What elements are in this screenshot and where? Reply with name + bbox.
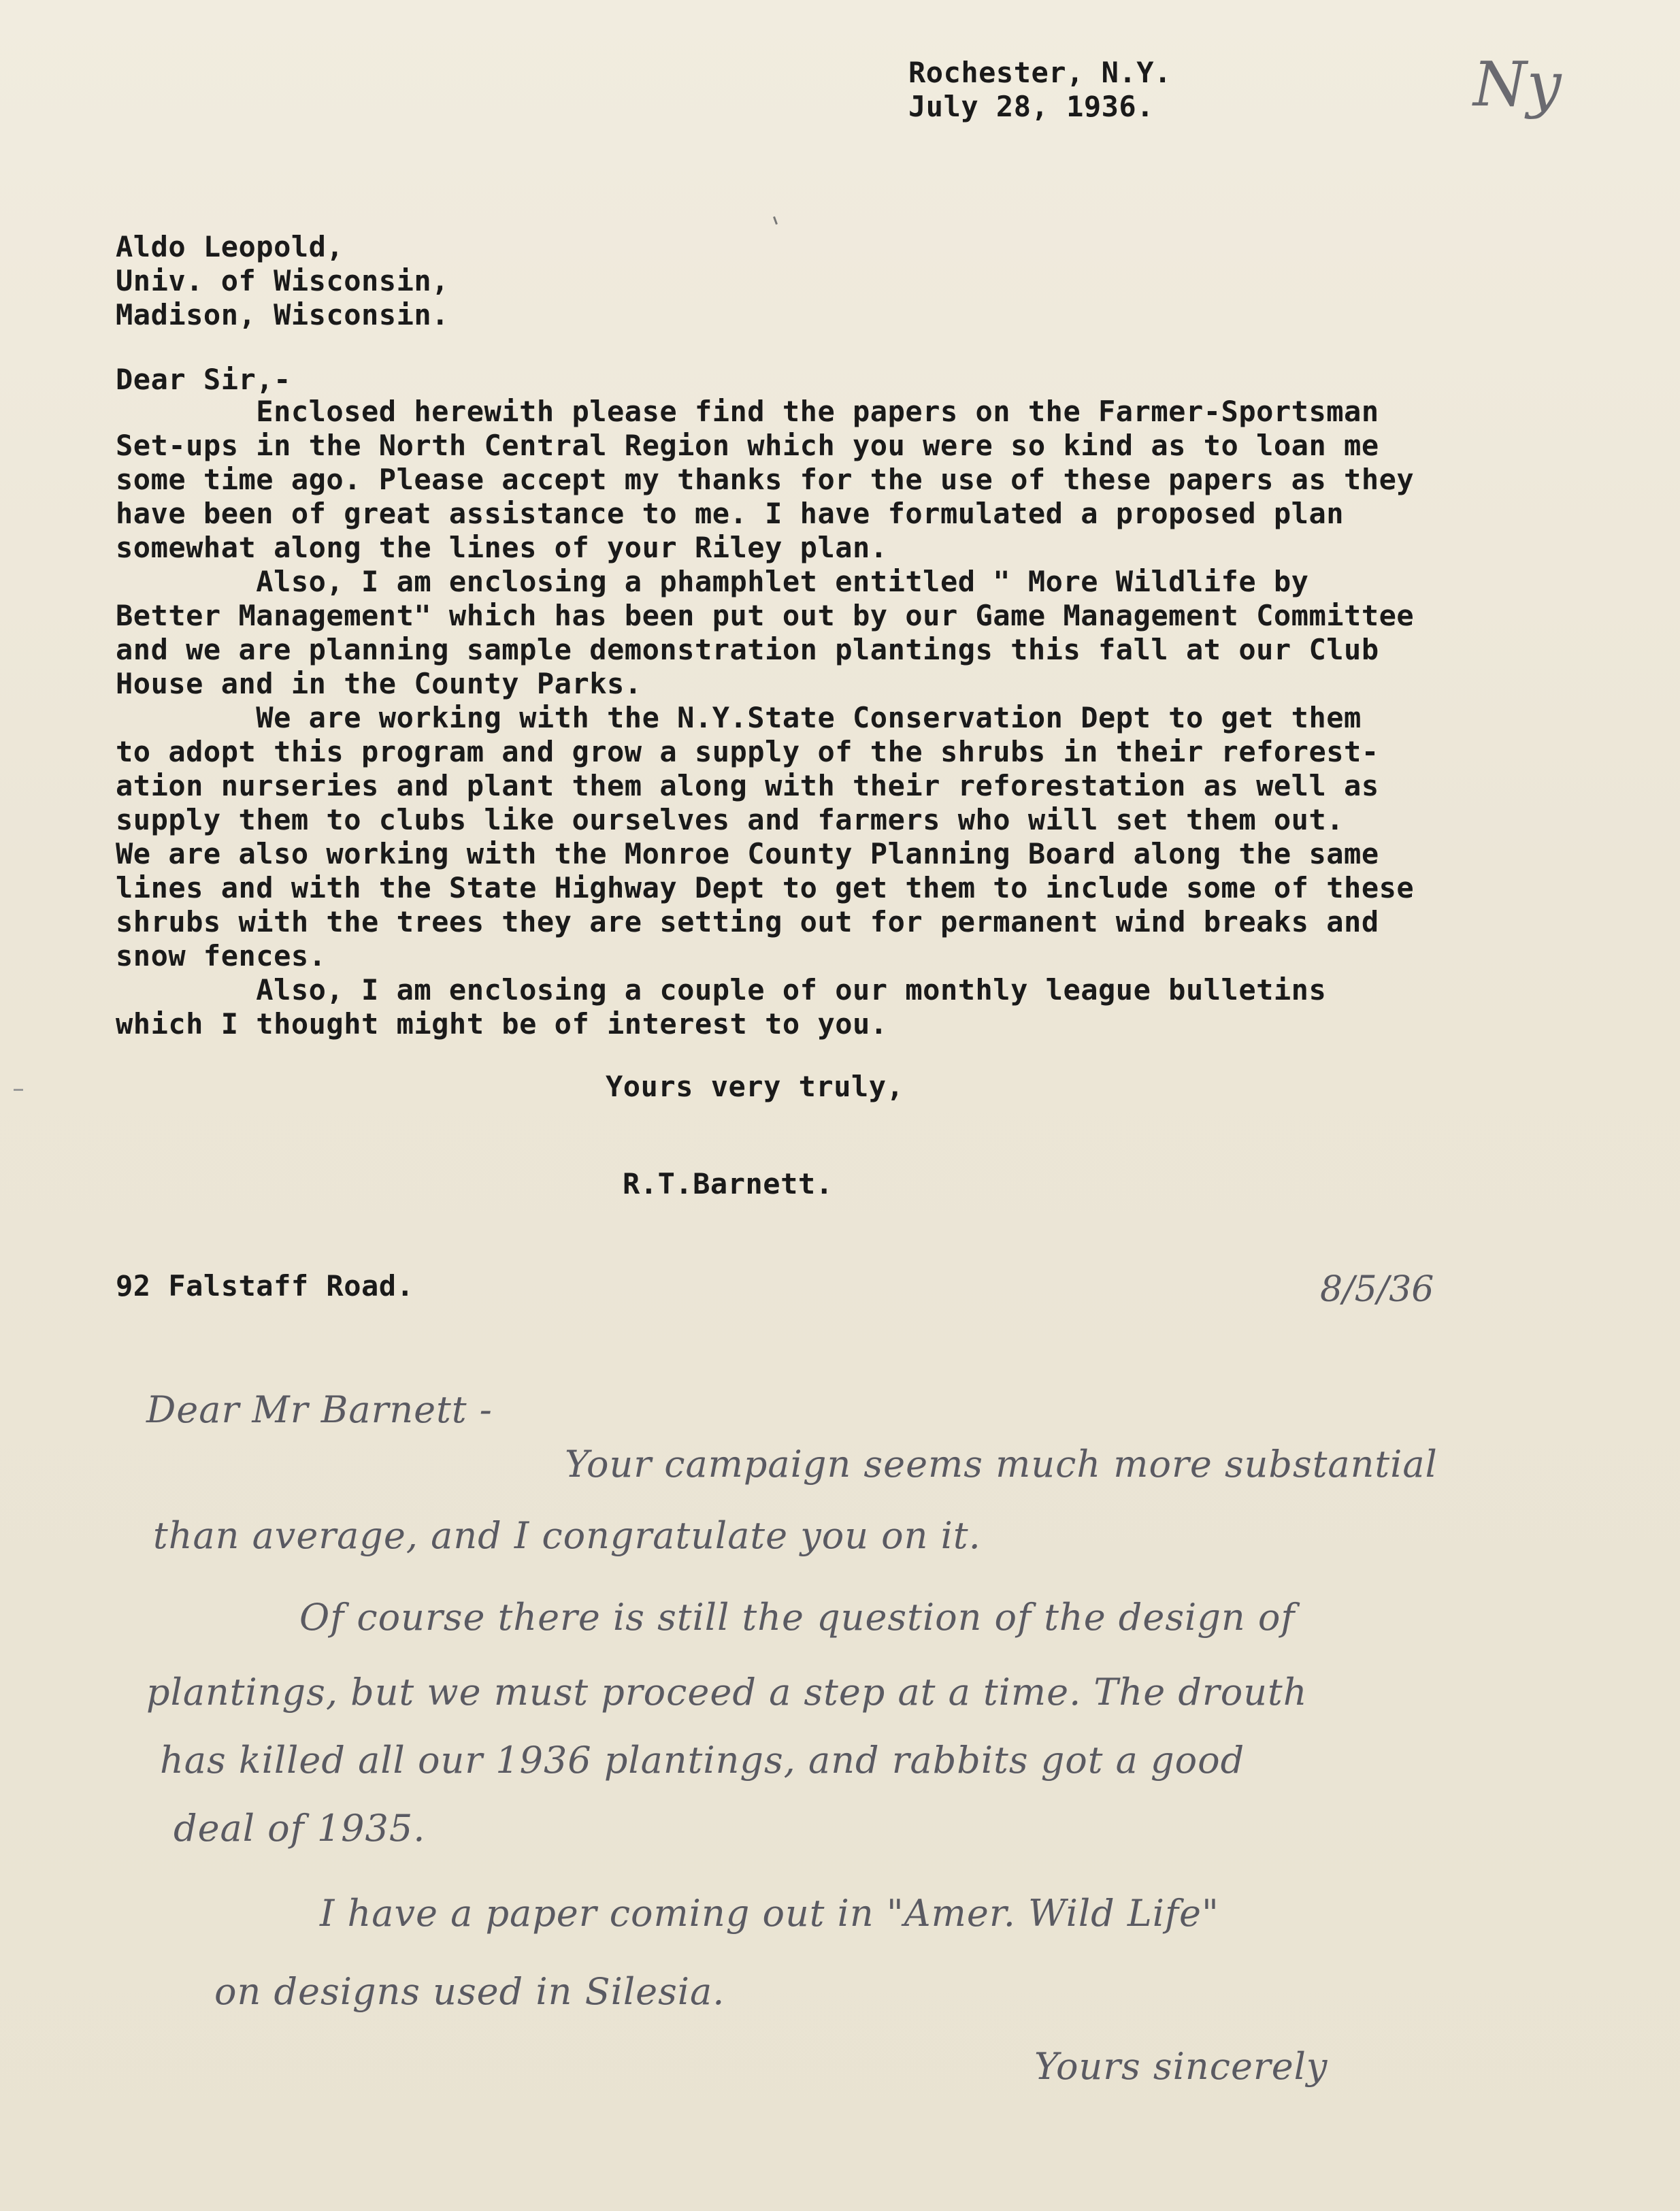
address-line-1: Aldo Leopold, <box>116 230 344 263</box>
handwritten-line: I have a paper coming out in "Amer. Wild Life" <box>320 1892 1219 1935</box>
body-line: supply them to clubs like ourselves and farmers who will set them out. <box>116 803 1345 836</box>
address-line-2: Univ. of Wisconsin, <box>116 264 449 297</box>
salutation: Dear Sir,- <box>116 363 291 396</box>
handwritten-date: 8/5/36 <box>1320 1269 1434 1310</box>
body-line: somewhat along the lines of your Riley plan. <box>116 531 888 564</box>
corner-note: Ny <box>1473 49 1562 120</box>
body-line: Also, I am enclosing a couple of our monthly league bulletins <box>116 973 1327 1006</box>
closing: Yours very truly, <box>606 1070 904 1103</box>
handwritten-line: Of course there is still the question of the design of <box>299 1596 1296 1639</box>
body-line: ation nurseries and plant them along with their reforestation as well as <box>116 769 1379 802</box>
body-line: which I thought might be of interest to you. <box>116 1007 888 1041</box>
body-line: snow fences. <box>116 939 327 972</box>
paper-mark <box>14 1089 23 1091</box>
handwritten-line: on designs used in Silesia. <box>214 1970 725 2013</box>
body-line: We are also working with the Monroe County Planning Board along the same <box>116 837 1379 870</box>
letter-date: July 28, 1936. <box>908 90 1155 123</box>
body-line: lines and with the State Highway Dept to get them to include some of these <box>116 871 1415 904</box>
body-line: to adopt this program and grow a supply of the shrubs in their reforest- <box>116 735 1379 768</box>
handwritten-salutation: Dear Mr Barnett - <box>146 1388 493 1431</box>
handwritten-line: has killed all our 1936 plantings, and rabbits got a good <box>160 1739 1245 1782</box>
body-line: We are working with the N.Y.State Conservation Dept to get them <box>116 701 1362 734</box>
body-line: Better Management" which has been put out by our Game Management Committee <box>116 599 1415 632</box>
body-line: Enclosed herewith please find the papers on the Farmer-Sportsman <box>116 395 1379 428</box>
sender-address: 92 Falstaff Road. <box>116 1269 414 1303</box>
handwritten-line: deal of 1935. <box>174 1807 426 1850</box>
body-line: Also, I am enclosing a phamphlet entitled " More Wildlife by <box>116 565 1309 598</box>
handwritten-line: than average, and I congratulate you on it. <box>153 1514 981 1557</box>
body-line: Set-ups in the North Central Region which you were so kind as to loan me <box>116 429 1379 462</box>
handwritten-line: Your campaign seems much more substantial <box>565 1443 1438 1486</box>
body-line: and we are planning sample demonstration plantings this fall at our Club <box>116 633 1379 666</box>
address-line-3: Madison, Wisconsin. <box>116 298 449 331</box>
body-line: have been of great assistance to me. I have formulated a proposed plan <box>116 497 1345 530</box>
letterhead-place: Rochester, N.Y. <box>908 56 1172 89</box>
handwritten-line: plantings, but we must proceed a step at a time. The drouth <box>146 1671 1308 1714</box>
body-line: shrubs with the trees they are setting out for permanent wind breaks and <box>116 905 1379 938</box>
body-line: House and in the County Parks. <box>116 667 642 700</box>
handwritten-closing: Yours sincerely <box>1034 2045 1328 2088</box>
body-line: some time ago. Please accept my thanks for the use of these papers as they <box>116 463 1415 496</box>
signature: R.T.Barnett. <box>623 1167 834 1200</box>
